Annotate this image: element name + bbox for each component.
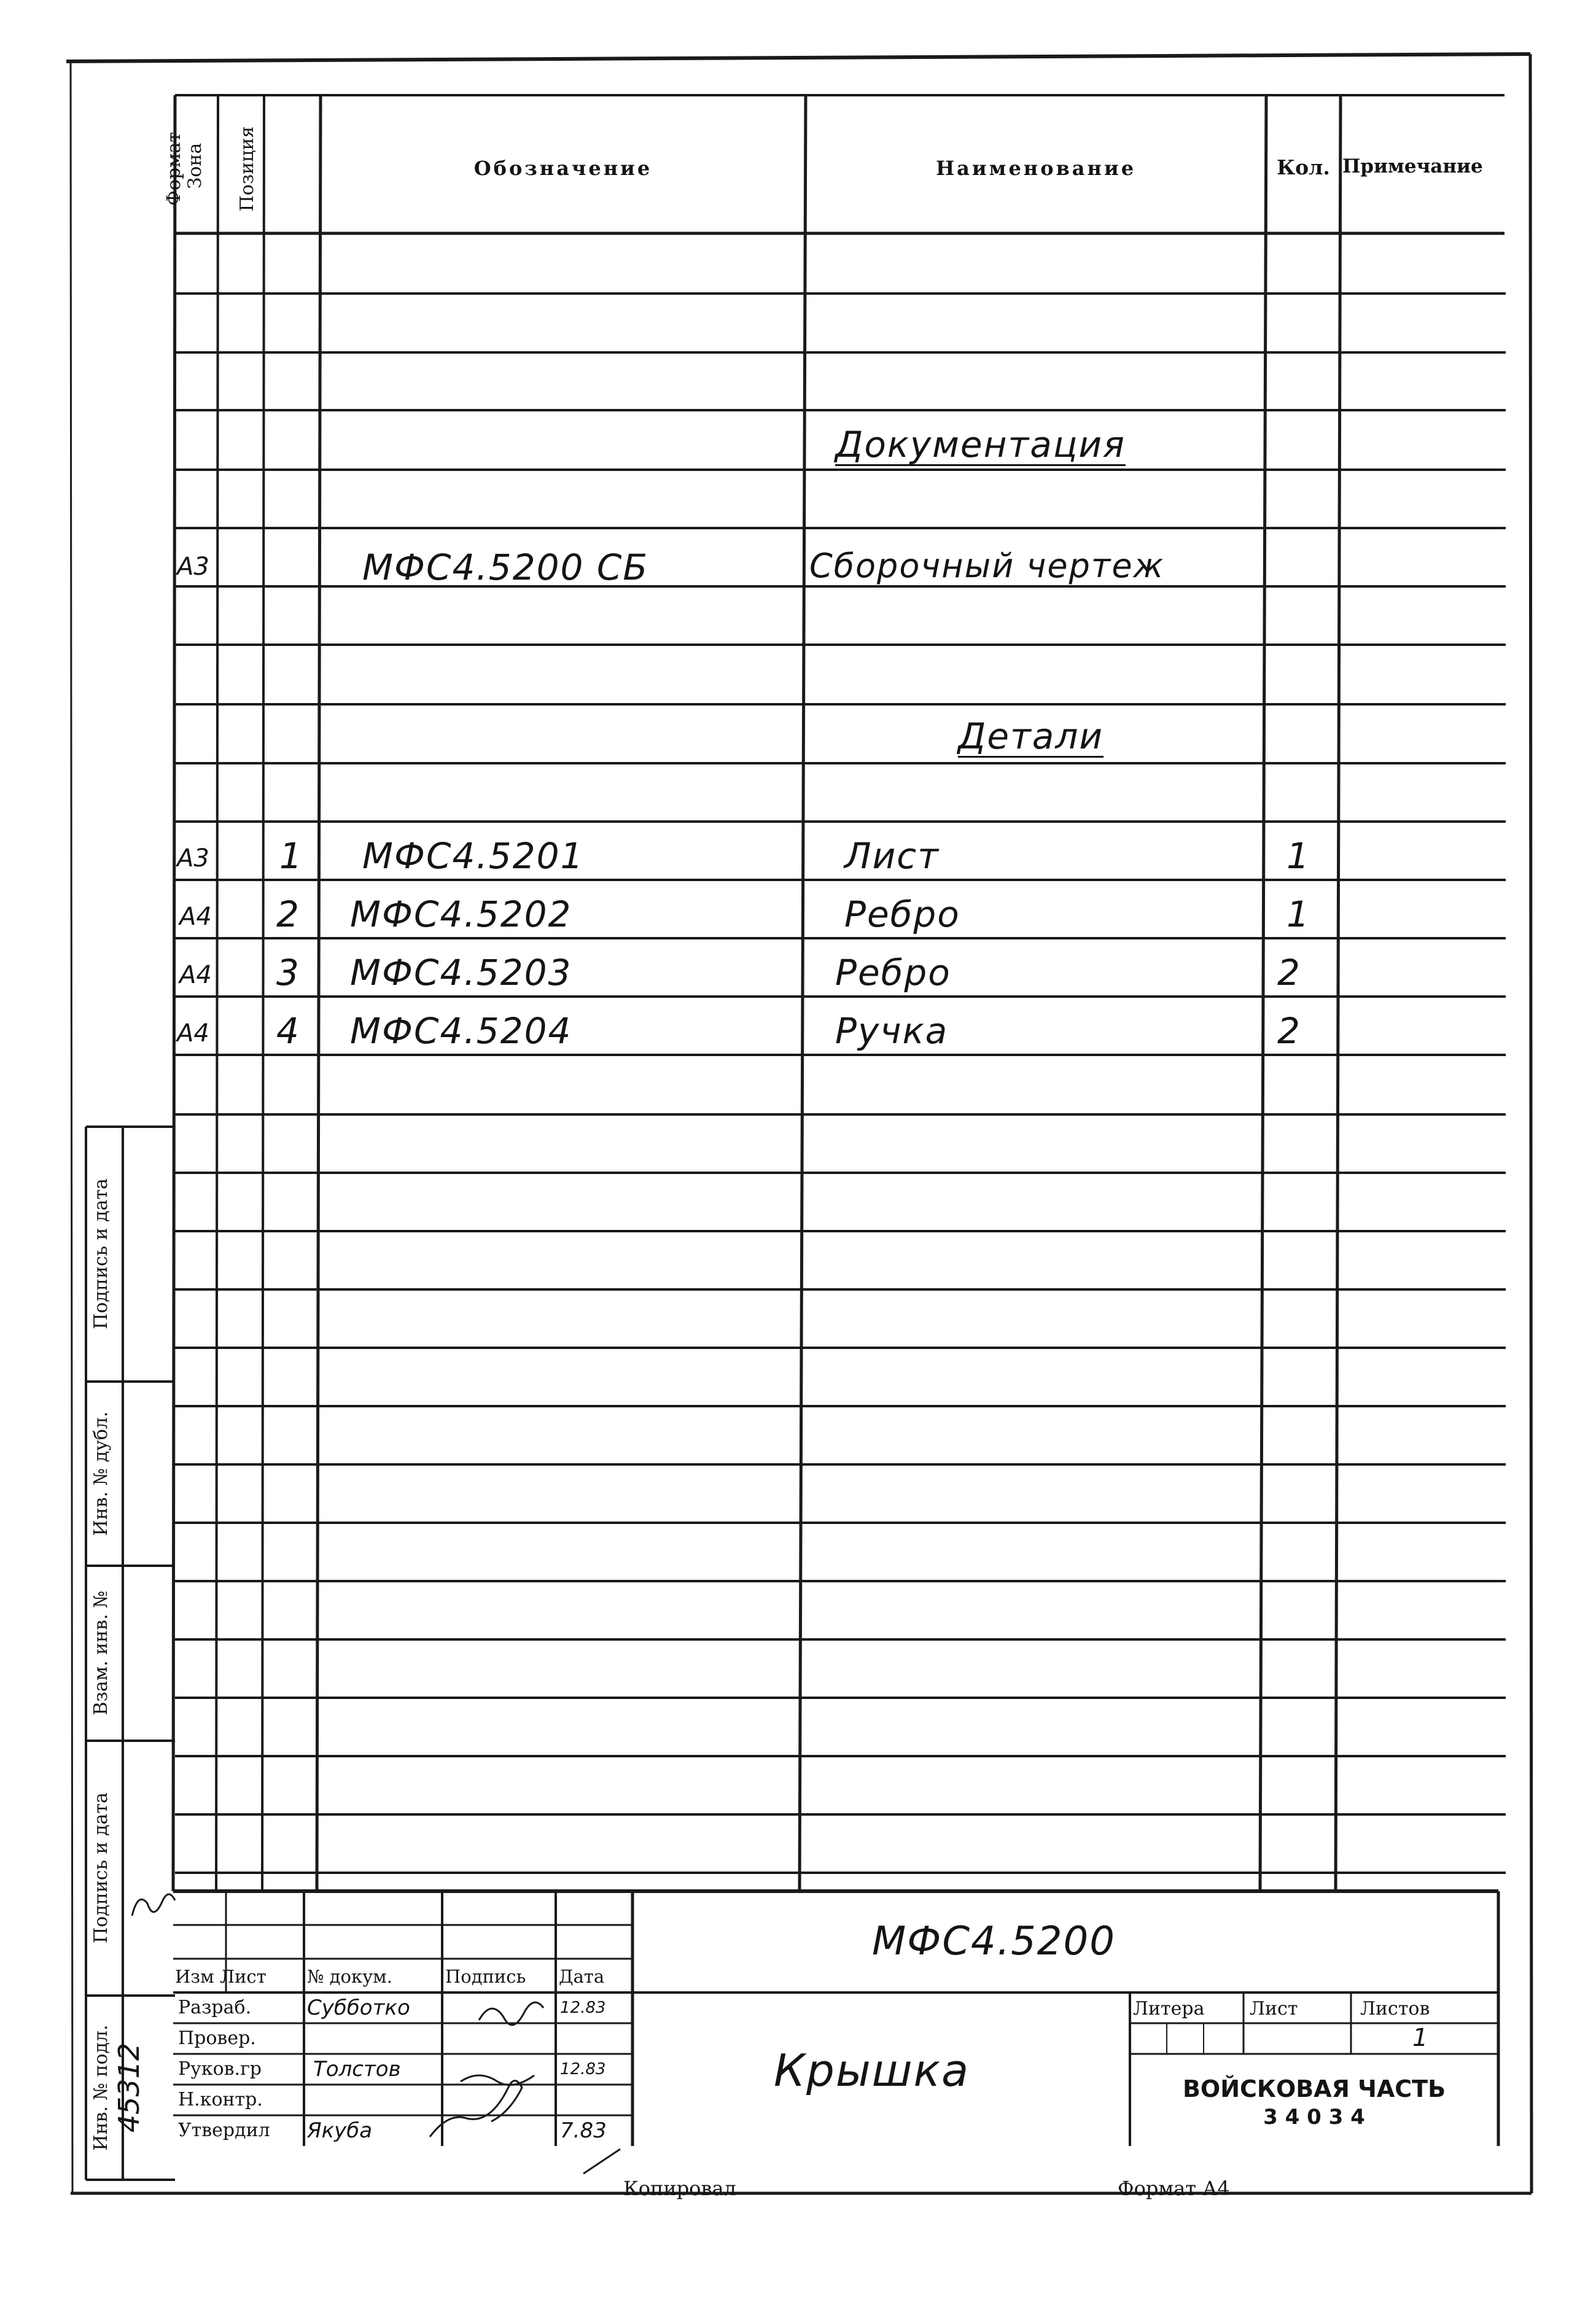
- col-izm-list: Изм Лист: [175, 1966, 267, 1987]
- role-developer: Разраб.: [178, 1997, 252, 2018]
- title-designation: МФС4.5200: [872, 1919, 1116, 1964]
- role-checker: Провер.: [178, 2027, 256, 2049]
- org-line-1: ВОЙСКОВАЯ ЧАСТЬ: [1182, 2075, 1446, 2102]
- name-approver: Якуба: [307, 2118, 373, 2143]
- header-name: Наименование: [935, 157, 1137, 180]
- role-norm-control: Н.контр.: [178, 2089, 263, 2110]
- org-line-2: 3 4 0 3 4: [1263, 2105, 1365, 2129]
- sheets-label: Листов: [1360, 1998, 1430, 2020]
- row-designation: МФС4.5204: [350, 1010, 572, 1052]
- header-position: Позиция: [236, 126, 258, 212]
- row-position: 1: [279, 835, 303, 877]
- side-inv-value: 45312: [112, 2042, 146, 2133]
- row-designation: МФС4.5202: [350, 893, 572, 935]
- col-date: Дата: [559, 1966, 605, 1987]
- row-position: 2: [276, 893, 300, 935]
- row-format: А4: [177, 1019, 209, 1048]
- row-format: А4: [179, 903, 212, 931]
- col-doc: № докум.: [307, 1966, 392, 1987]
- role-group-head: Руков.гр: [178, 2058, 262, 2080]
- header-designation: Обозначение: [473, 157, 653, 180]
- row-designation: МФС4.5200 СБ: [362, 546, 649, 588]
- sheet-label: Лист: [1250, 1998, 1298, 2020]
- row-designation: МФС4.5203: [350, 952, 572, 993]
- section-parts: Детали: [958, 715, 1104, 757]
- row-qty: 2: [1277, 1010, 1301, 1052]
- sheets-value: 1: [1412, 2024, 1428, 2052]
- footer-format: Формат А4: [1118, 2177, 1230, 2200]
- row-name: Лист: [844, 835, 940, 877]
- date-developer: 12.83: [560, 1999, 606, 2017]
- row-name: Ребро: [835, 952, 951, 993]
- row-qty: 2: [1277, 952, 1301, 993]
- row-qty: 1: [1287, 893, 1310, 935]
- side-sign-date-1: Подпись и дата: [90, 1178, 112, 1329]
- row-name: Сборочный чертеж: [809, 546, 1165, 585]
- header-zone: Зона: [184, 142, 206, 189]
- row-qty: 1: [1287, 835, 1310, 877]
- side-dup-inv: Инв. № дубл.: [90, 1411, 112, 1536]
- row-format: А3: [177, 844, 209, 873]
- name-developer: Субботко: [307, 1996, 410, 2020]
- header-qty: Кол.: [1277, 155, 1330, 179]
- side-inv-orig: Инв. № подл.: [90, 2024, 112, 2151]
- row-designation: МФС4.5201: [362, 835, 585, 877]
- row-name: Ребро: [844, 893, 960, 935]
- date-group-head: 12.83: [560, 2060, 606, 2078]
- row-format: А4: [179, 961, 212, 989]
- section-documentation: Документация: [835, 424, 1126, 465]
- row-position: 3: [276, 952, 300, 993]
- header-note: Примечание: [1342, 155, 1483, 177]
- side-vzam-inv: Взам. инв. №: [90, 1590, 112, 1716]
- title-name: Крышка: [774, 2045, 970, 2096]
- litera-label: Литера: [1133, 1998, 1205, 2020]
- row-position: 4: [276, 1010, 300, 1052]
- role-approver: Утвердил: [178, 2120, 270, 2141]
- date-approver: 7.83: [560, 2118, 607, 2143]
- row-format: А3: [177, 553, 209, 581]
- header-format: Формат: [163, 132, 185, 206]
- name-group-head: Толстов: [313, 2057, 401, 2082]
- side-sign-date-2: Подпись и дата: [90, 1792, 112, 1943]
- footer-copied: Копировал: [623, 2177, 736, 2200]
- col-sign: Подпись: [445, 1966, 526, 1987]
- row-name: Ручка: [835, 1010, 949, 1052]
